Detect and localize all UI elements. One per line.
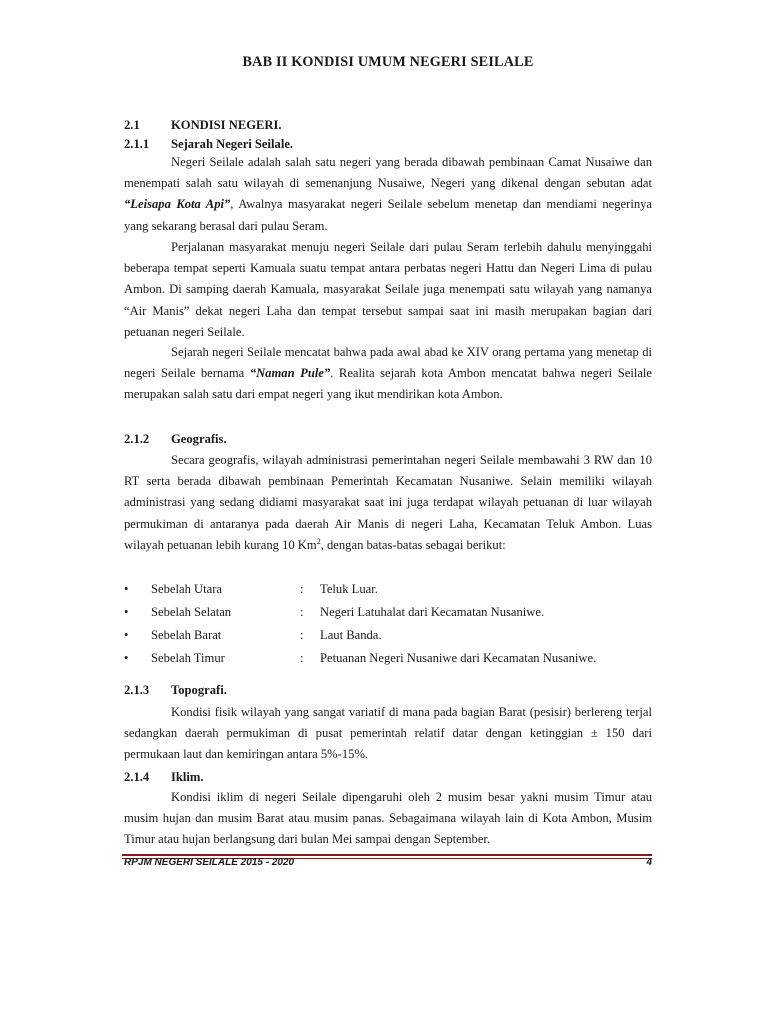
page-number: 4	[646, 857, 652, 868]
paragraph-topografi: Kondisi fisik wilayah yang sangat variatif di mana pada bagian Barat (pesisir) berlereng terjal sedangkan daerah permukiman di pusat pemerintah relatif datar dengan ketinggian ± 150 dari permukaan laut dan kemiringan antara 5%-15%.	[124, 705, 652, 762]
subsection-title: Topografi.	[171, 683, 227, 697]
bullet-icon: •	[124, 628, 129, 642]
subsection-number: 2.1.2	[124, 432, 150, 446]
subsection-title: Sejarah Negeri Seilale.	[171, 137, 294, 151]
list-item: • Sebelah Selatan : Negeri Latuhalat dari Kecamatan Nusaniwe.	[124, 601, 684, 624]
paragraph-geografis: Secara geografis, wilayah administrasi pemerintahan negeri Seilale membawahi 3 RW dan 10 RT serta berada dibawah pembinaan Pemerintah Kecamatan Nusaniwe. Selain memiliki wilayah administrasi yang sedang didiami masyarakat saat ini juga terdapat wilayah petuanan di luar wilayah permukiman di antaranya pada daerah Air Manis di negeri Laha, Kecamatan Teluk Ambon. Luas wilayah petuanan lebih kurang 10 Km$^2$, dengan batas-batas sebagai berikut:	[124, 453, 652, 552]
subsection-title: Geografis.	[171, 432, 227, 446]
page-footer	[124, 857, 652, 873]
list-item: • Sebelah Timur : Petuanan Negeri Nusaniwe dari Kecamatan Nusaniwe.	[124, 647, 684, 670]
section-title: KONDISI NEGERI.	[171, 118, 282, 132]
subsection-title: Iklim.	[171, 770, 204, 784]
paragraph-iklim: Kondisi iklim di negeri Seilale dipengaruhi oleh 2 musim besar yakni musim Timur atau musim hujan dan musim Barat atau musim panas. Sebagaimana wilayah lain di Kota Ambon, Musim Timur atau hujan berlangsung dari bulan Mei sampai dengan September.	[124, 790, 652, 847]
list-item: • Sebelah Barat : Laut Banda.	[124, 624, 684, 647]
paragraph-sejarah-2: Perjalanan masyarakat menuju negeri Seilale dari pulau Seram terlebih dahulu menyinggahi beberapa tempat seperti Kamuala suatu tempat antara perbatas negeri Hattu dan Negeri Lima di pulau Ambon. Di samping daerah Kamuala, masyarakat Seilale juga menempati satu wilayah yang namanya “Air Manis” dekat negeri Laha dan tempat tersebut sampai saat ini masih merupakan bagian dari petuanan negeri Seilale.	[124, 240, 652, 339]
bullet-icon: •	[124, 605, 129, 619]
subsection-number: 2.1.4	[124, 770, 150, 784]
bullet-icon: •	[124, 582, 129, 596]
subsection-heading-topografi	[124, 683, 227, 698]
paragraph-sejarah-1: Negeri Seilale adalah salah satu negeri yang berada dibawah pembinaan Camat Nusaiwe dan menempati salah satu wilayah di semenanjung Nusaiwe, Negeri yang dikenal dengan sebutan adat “Leisapa Kota Api”, Awalnya masyarakat negeri Seilale sebelum menetap dan mendiami negerinya yang sekarang berasal dari pulau Seram.	[124, 155, 653, 233]
adat-name: “Leisapa Kota Api”	[124, 197, 231, 212]
subsection-heading-geografis	[124, 432, 227, 447]
subsection-number: 2.1.1	[124, 137, 150, 151]
chapter-title: BAB II KONDISI UMUM NEGERI SEILALE	[242, 54, 534, 70]
subsection-number: 2.1.3	[124, 683, 150, 697]
subsection-heading-sejarah	[124, 137, 293, 152]
footer-doc-title: RPJM NEGERI SEILALE 2015 - 2020	[124, 857, 295, 868]
founder-name: “Naman Pule”	[249, 366, 331, 381]
section-number: 2.1	[124, 118, 140, 132]
subsection-heading-iklim	[124, 770, 204, 785]
paragraph-sejarah-3: Sejarah negeri Seilale mencatat bahwa pada awal abad ke XIV orang pertama yang menetap di negeri Seilale bernama “Naman Pule”. Realita sejarah kota Ambon mencatat bahwa negeri Seilale merupakan salah satu dari empat negeri yang ikut mendirikan kota Ambon.	[124, 345, 652, 402]
bullet-icon: •	[124, 651, 129, 665]
borders-list	[124, 578, 684, 670]
list-item: • Sebelah Utara : Teluk Luar.	[124, 578, 684, 601]
section-heading	[124, 118, 282, 133]
